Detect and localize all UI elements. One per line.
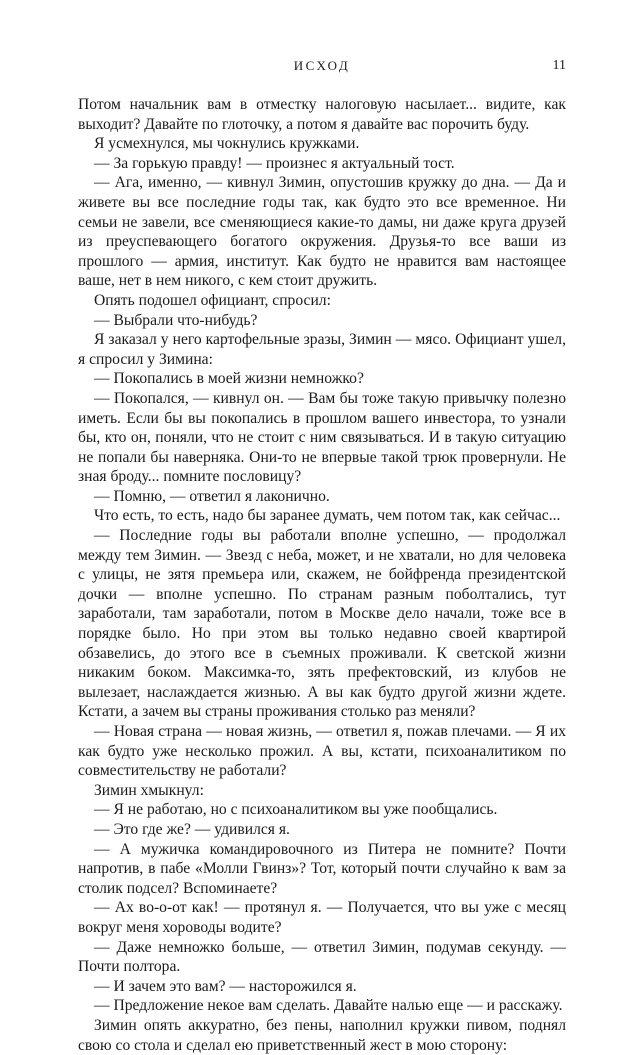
paragraph: — Выбрали что-нибудь?: [94, 311, 258, 329]
paragraph: — Последние годы вы работали вполне успешно, — продолжал между тем Зимин. — Звезд с неба, может, и не хватали, но для человека с улицы, не зятя премьера или, скажем, не бойфренда президентской дочки — вполне успешно. По странам разным поболтались, тут заработали, там заработали, потом в Москве дело начали, тоже все в порядке было. Но при этом вы только недавно своей квартирой обзавелись, до этого все в съемных проживали. К светской жизни никаким боком. Максимка-то, зять префектовский, из клубов не вылезает, наслаждается жизнью. А вы как будто другой жизни ждете. Кстати, а зачем вы страны проживания столько раз меняли?: [78, 527, 566, 721]
paragraph: — Ага, именно, — кивнул Зимин, опустошив кружку до дна. — Да и живете вы все последние годы так, как будто это все временное. Ни семьи не завели, все сменяющиеся какие-то дамы, ни даже круга друзей из преуспевающего богатого окружения. Друзья-то все ваши из прошлого — армия, институт. Как будто не нравится вам настоящее ваше, нет в нем никого, с кем стоит дружить.: [78, 174, 566, 290]
paragraph: — Даже немножко больше, — ответил Зимин, подумав секунду. — Почти полтора.: [78, 938, 566, 976]
page-number: 11: [552, 58, 566, 73]
paragraph: Зимин хмыкнул:: [94, 781, 204, 799]
paragraph: Потом начальник вам в отместку налоговую насылает... видите, как выходит? Давайте по глоточку, а потом я давайте вас порочить буду.: [78, 96, 566, 133]
paragraph: Я заказал у него картофельные зразы, Зимин — мясо. Официант ушел, я спросил у Зимина:: [78, 331, 566, 368]
running-title: ИСХОД: [293, 58, 351, 73]
page-header: [78, 58, 566, 78]
paragraph: — Помню, — ответил я лаконично.: [94, 487, 330, 505]
paragraph: Что есть, то есть, надо бы заранее думать, чем потом так, как сейчас...: [94, 507, 561, 525]
paragraph: Я усмехнулся, мы чокнулись кружками.: [94, 135, 360, 153]
paragraph: — Новая страна — новая жизнь, — ответил я, пожав плечами. — Я их как будто уже несколько прожил. А вы, кстати, психоаналитиком по совместительству не работали?: [78, 723, 566, 780]
paragraph: — За горькую правду! — произнес я актуальный тост.: [94, 154, 455, 172]
paragraph: — Ах во-о-от как! — протянул я. — Получается, что вы уже с месяц вокруг меня хороводы водите?: [78, 899, 566, 936]
paragraph: — Предложение некое вам сделать. Давайте налью еще — и расскажу.: [94, 997, 563, 1015]
paragraph: — И зачем это вам? — насторожился я.: [94, 977, 357, 995]
paragraph: — Я не работаю, но с психоаналитиком вы уже пообщались.: [94, 801, 498, 819]
paragraph: Зимин опять аккуратно, без пены, наполнил кружки пивом, поднял свою со стола и сделал ею приветственный жест в мою сторону:: [78, 1016, 566, 1054]
body-text: [78, 95, 566, 1055]
paragraph: — А мужичка командировочного из Питера не помните? Почти напротив, в пабе «Молли Гвинз»? Тот, который почти случайно к вам за столик подсел? Вспоминаете?: [78, 840, 566, 897]
paragraph: — Это где же? — удивился я.: [94, 820, 290, 838]
paragraph: — Покопался, — кивнул он. — Вам бы тоже такую привычку полезно иметь. Если бы вы покопались в прошлом вашего инвестора, то узнали бы, кто он, поняли, что не стоит с ним связываться. И в такую ситуацию не попали бы наверняка. Они-то не впервые такой трюк провернули. Не зная броду... помните пословицу?: [78, 389, 566, 486]
paragraph: — Покопались в моей жизни немножко?: [94, 370, 364, 388]
paragraph: Опять подошел официант, спросил:: [94, 291, 331, 309]
